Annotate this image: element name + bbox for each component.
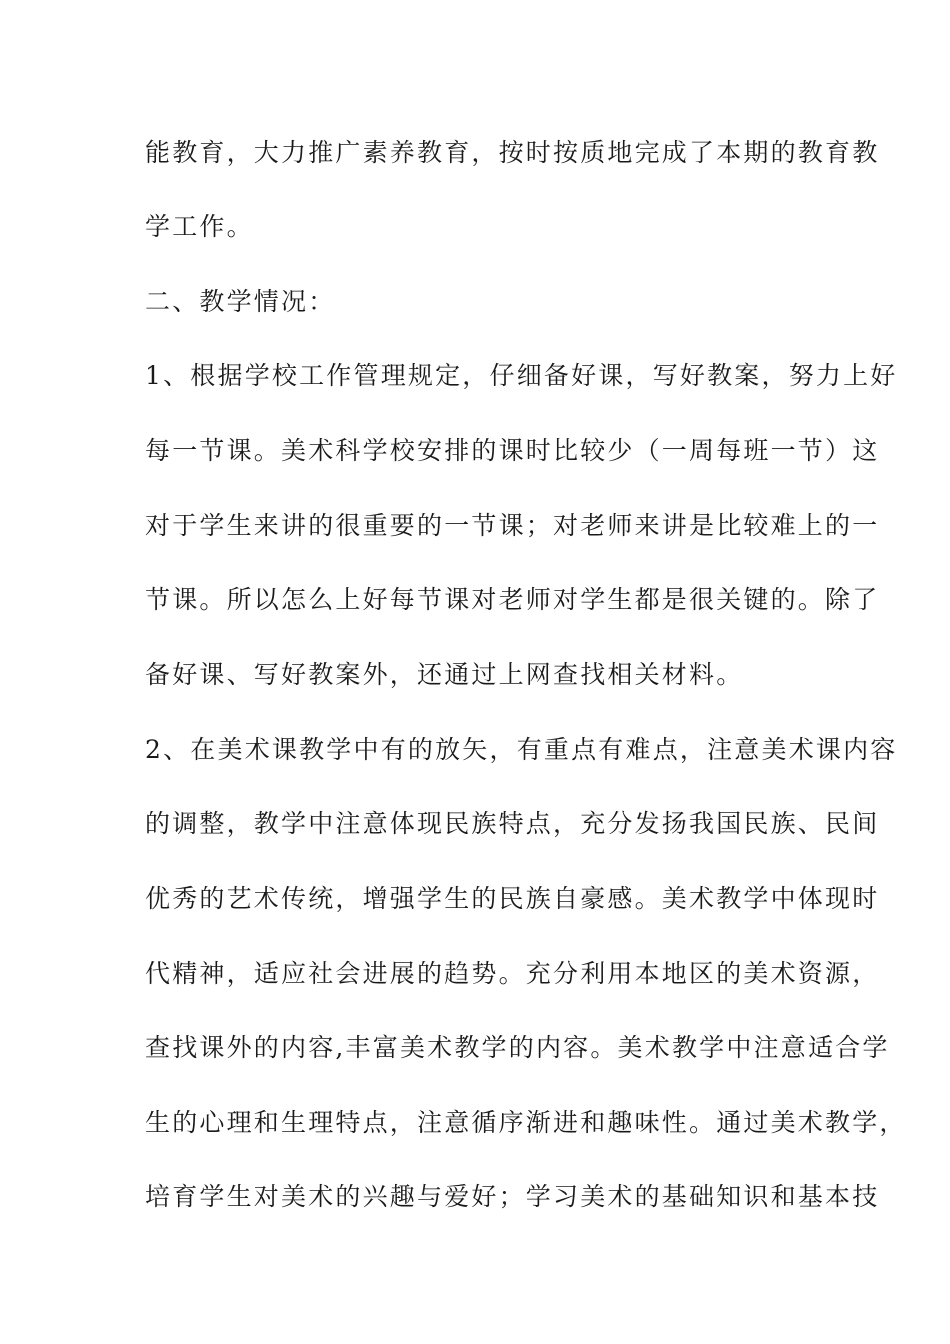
paragraph-line-7: 节课。所以怎么上好每节课对老师对学生都是很关键的。除了	[145, 585, 880, 614]
paragraph-line-9: 2、在美术课教学中有的放矢，有重点有难点，注意美术课内容	[145, 735, 898, 764]
paragraph-line-5: 每一节课。美术科学校安排的课时比较少（一周每班一节）这	[145, 436, 880, 465]
paragraph-line-4: 1、根据学校工作管理规定，仔细备好课，写好教案，努力上好	[145, 361, 898, 390]
paragraph-line-10: 的调整，教学中注意体现民族特点，充分发扬我国民族、民间	[145, 809, 880, 838]
paragraph-line-12: 代精神，适应社会进展的趋势。充分利用本地区的美术资源，	[145, 959, 880, 988]
paragraph-line-1: 能教育，大力推广素养教育，按时按质地完成了本期的教育教	[145, 138, 880, 167]
paragraph-line-11: 优秀的艺术传统，增强学生的民族自豪感。美术教学中体现时	[145, 884, 880, 913]
paragraph-line-15: 培育学生对美术的兴趣与爱好；学习美术的基础知识和基本技	[145, 1182, 880, 1211]
paragraph-line-14: 生的心理和生理特点，注意循序渐进和趣味性。通过美术教学，	[145, 1108, 907, 1137]
paragraph-line-8: 备好课、写好教案外，还通过上网查找相关材料。	[145, 660, 744, 689]
paragraph-line-13: 查找课外的内容,丰富美术教学的内容。美术教学中注意适合学	[145, 1033, 890, 1062]
section-heading-teaching: 二、教学情况：	[145, 287, 336, 316]
paragraph-line-6: 对于学生来讲的很重要的一节课；对老师来讲是比较难上的一	[145, 511, 880, 540]
paragraph-line-2: 学工作。	[145, 212, 254, 241]
